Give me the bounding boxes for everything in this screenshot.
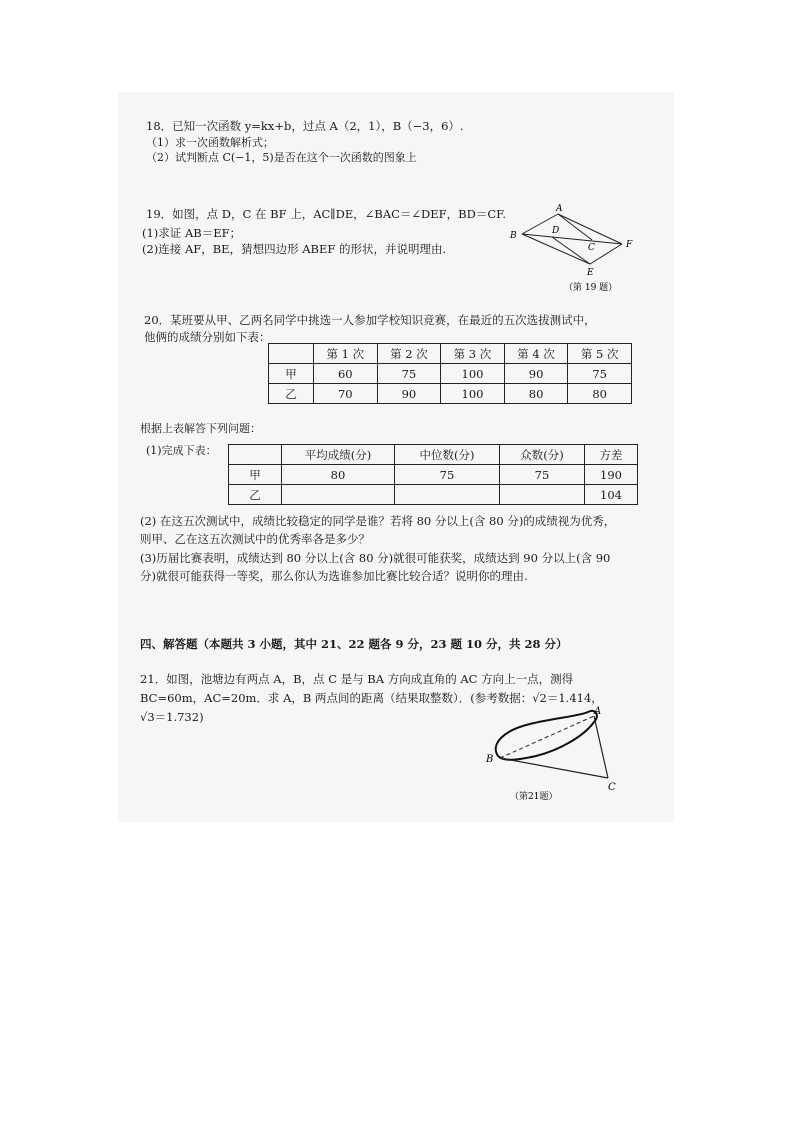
table-cell: 甲 [229,465,282,485]
q19-line1: 19．如图，点 D，C 在 BF 上，AC∥DE，∠BAC＝∠DEF，BD＝CF. [146,207,506,221]
table-cell: 第 4 次 [504,344,568,364]
q21-line2: BC=60m，AC=20m．求 A，B 两点间的距离（结果取整数）．(参考数据：√2＝1.414， [140,691,603,705]
q21-label-c: C [608,782,616,793]
table-cell: 90 [504,364,568,384]
q20-line3: 根据上表解答下列问题： [140,422,261,435]
q21-line3: √3＝1.732) [140,710,204,724]
table-row [269,344,632,364]
q19-label-e: E [587,268,594,278]
q18-line3: （2）试判断点 C(−1，5)是否在这个一次函数的图象上 [146,151,417,164]
q19-line3: (2)连接 AF，BE，猜想四边形 ABEF 的形状，并说明理由. [142,242,447,256]
table-cell: 第 1 次 [314,344,378,364]
q20-line6: 则甲、乙在这五次测试中的优秀率各是多少？ [140,532,370,546]
q21-caption: （第21题） [510,792,558,800]
table-cell: 70 [314,384,378,404]
table-cell: 100 [441,364,505,384]
q18-line1: 18．已知一次函数 y=kx+b，过点 A（2，1），B（−3，6）. [146,119,464,133]
table-cell: 80 [504,384,568,404]
q20-line8: 分)就很可能获得一等奖，那么你认为选谁参加比赛比较合适？说明你的理由. [140,569,528,583]
table-row [229,445,638,465]
q20-line7: (3)历届比赛表明，成绩达到 80 分以上(含 80 分)就很可能获奖，成绩达到 90 分以上(含 90 [140,551,611,565]
q21-figure [484,700,634,800]
q20-score-table [268,343,632,404]
q20-line1: 20．某班要从甲、乙两名同学中挑选一人参加学校知识竞赛，在最近的五次选拔测试中， [144,313,596,327]
table-cell: 75 [500,465,585,485]
table-cell: 75 [568,364,632,384]
table-cell [229,445,282,465]
table-cell: 90 [377,384,441,404]
table-cell: 60 [314,364,378,384]
table-cell: 众数(分) [500,445,585,465]
q19-label-c: C [588,243,595,253]
table-cell: 乙 [229,485,282,505]
table-cell: 80 [282,465,395,485]
section4-title: 四、解答题（本题共 3 小题，其中 21、22 题各 9 分，23 题 10 分，共 28 分） [140,637,568,651]
table-cell: 100 [441,384,505,404]
table-cell: 190 [585,465,638,485]
q19-label-d: D [552,226,560,236]
table-cell: 80 [568,384,632,404]
q19-label-f: F [626,240,633,250]
table-cell: 第 3 次 [441,344,505,364]
q19-caption: （第 19 题） [564,283,618,293]
table-cell: 第 5 次 [568,344,632,364]
table-cell [395,485,500,505]
q20-line2: 他俩的成绩分别如下表： [144,330,271,344]
q19-line2: (1)求证 AB＝EF； [142,226,242,240]
table-cell: 104 [585,485,638,505]
table-row [269,384,632,404]
table-cell: 乙 [269,384,314,404]
q20-line4: (1)完成下表： [146,444,217,457]
q19-figure [502,200,662,300]
q21-label-a: A [594,706,602,717]
q19-label-a: A [556,204,563,214]
q20-line5: (2) 在这五次测试中，成绩比较稳定的同学是谁？若将 80 分以上(含 80 分)的成绩视为优秀， [140,514,616,528]
table-cell [282,485,395,505]
table-cell: 甲 [269,364,314,384]
table-row [269,364,632,384]
q20-stats-table [228,444,638,505]
q21-label-b: B [486,754,494,765]
table-cell: 方差 [585,445,638,465]
table-row [229,465,638,485]
table-cell: 第 2 次 [377,344,441,364]
table-cell: 75 [377,364,441,384]
table-cell: 中位数(分) [395,445,500,465]
table-cell: 75 [395,465,500,485]
table-cell: 平均成绩(分) [282,445,395,465]
q21-line1: 21．如图，池塘边有两点 A，B，点 C 是与 BA 方向成直角的 AC 方向上一点，测得 [140,672,574,686]
table-cell [500,485,585,505]
q19-label-b: B [510,231,517,241]
q18-line2: （1）求一次函数解析式； [146,136,274,149]
table-cell [269,344,314,364]
table-row [229,485,638,505]
